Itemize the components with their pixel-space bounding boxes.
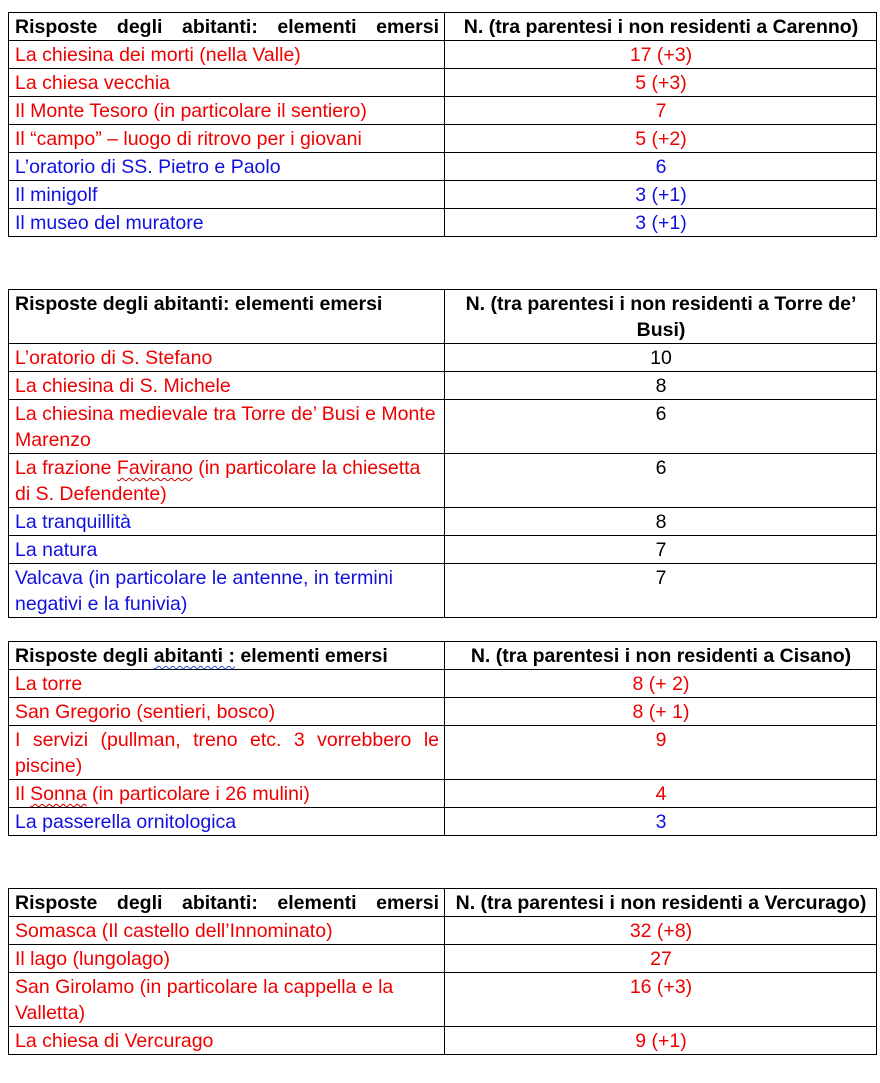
- header-left: Risposte degli abitanti: elementi emersi: [9, 889, 445, 917]
- row-label: I servizi (pullman, treno etc. 3 vorrebbero le piscine): [9, 726, 445, 780]
- row-value: 5 (+2): [445, 125, 877, 153]
- row-label: La natura: [9, 536, 445, 564]
- header-right: N. (tra parentesi i non residenti a Cisano): [445, 642, 877, 670]
- table-row: [9, 344, 877, 372]
- row-label: San Girolamo (in particolare la cappella e la Valletta): [9, 973, 445, 1027]
- row-label: San Gregorio (sentieri, bosco): [9, 698, 445, 726]
- table-row: [9, 973, 877, 1027]
- table-row: [9, 97, 877, 125]
- row-value: 27: [445, 945, 877, 973]
- row-value: 7: [445, 97, 877, 125]
- row-label: L’oratorio di S. Stefano: [9, 344, 445, 372]
- row-value: 6: [445, 400, 877, 454]
- table-row: [9, 125, 877, 153]
- row-value: 4: [445, 780, 877, 808]
- table-row: [9, 153, 877, 181]
- table-row: [9, 209, 877, 237]
- row-label: Il museo del muratore: [9, 209, 445, 237]
- header-left: Risposte degli abitanti : elementi emersi: [9, 642, 445, 670]
- table-row: [9, 400, 877, 454]
- row-value: 6: [445, 454, 877, 508]
- header-left: Risposte degli abitanti: elementi emersi: [9, 13, 445, 41]
- table-row: [9, 1027, 877, 1055]
- table-torre-de-busi: [8, 289, 877, 618]
- table-carenno: [8, 12, 877, 237]
- row-label: Il “campo” – luogo di ritrovo per i giovani: [9, 125, 445, 153]
- table-row: [9, 780, 877, 808]
- row-value: 8: [445, 372, 877, 400]
- row-label: La chiesina medievale tra Torre de’ Busi e Monte Marenzo: [9, 400, 445, 454]
- row-value: 6: [445, 153, 877, 181]
- row-label: La chiesina dei morti (nella Valle): [9, 41, 445, 69]
- table-header-row: [9, 642, 877, 670]
- grammar-marked-word: abitanti :: [153, 645, 235, 667]
- row-value: 3: [445, 808, 877, 836]
- table-header-row: [9, 13, 877, 41]
- row-value: 7: [445, 564, 877, 618]
- row-label: La torre: [9, 670, 445, 698]
- row-value: 9 (+1): [445, 1027, 877, 1055]
- row-label: Il lago (lungolago): [9, 945, 445, 973]
- row-value: 8: [445, 508, 877, 536]
- row-value: 8 (+ 2): [445, 670, 877, 698]
- header-right: N. (tra parentesi i non residenti a Vercurago): [445, 889, 877, 917]
- table-row: [9, 917, 877, 945]
- table-row: [9, 808, 877, 836]
- row-value: 17 (+3): [445, 41, 877, 69]
- row-value: 5 (+3): [445, 69, 877, 97]
- table-row: [9, 508, 877, 536]
- table-row: [9, 69, 877, 97]
- table-row: [9, 670, 877, 698]
- row-label: Valcava (in particolare le antenne, in termini negativi e la funivia): [9, 564, 445, 618]
- row-value: 7: [445, 536, 877, 564]
- spellcheck-marked-word: Favirano: [116, 457, 193, 479]
- table-row: [9, 564, 877, 618]
- row-value: 32 (+8): [445, 917, 877, 945]
- table-row: [9, 181, 877, 209]
- row-value: 16 (+3): [445, 973, 877, 1027]
- table-header-row: [9, 290, 877, 344]
- row-label: La chiesina di S. Michele: [9, 372, 445, 400]
- table-vercurago: [8, 888, 877, 1055]
- table-row: [9, 726, 877, 780]
- row-label: Il Sonna (in particolare i 26 mulini): [9, 780, 445, 808]
- row-label: La passerella ornitologica: [9, 808, 445, 836]
- table-row: [9, 454, 877, 508]
- table-cisano: [8, 641, 877, 836]
- table-row: [9, 698, 877, 726]
- row-value: 3 (+1): [445, 209, 877, 237]
- table-row: [9, 41, 877, 69]
- row-value: 9: [445, 726, 877, 780]
- header-right: N. (tra parentesi i non residenti a Torre de’ Busi): [445, 290, 877, 344]
- row-label: La tranquillità: [9, 508, 445, 536]
- table-row: [9, 945, 877, 973]
- row-label: La chiesa di Vercurago: [9, 1027, 445, 1055]
- row-value: 8 (+ 1): [445, 698, 877, 726]
- table-header-row: [9, 889, 877, 917]
- row-label: La frazione Favirano (in particolare la chiesetta di S. Defendente): [9, 454, 445, 508]
- row-label: Somasca (Il castello dell’Innominato): [9, 917, 445, 945]
- row-label: Il Monte Tesoro (in particolare il sentiero): [9, 97, 445, 125]
- row-label: La chiesa vecchia: [9, 69, 445, 97]
- header-right: N. (tra parentesi i non residenti a Carenno): [445, 13, 877, 41]
- table-row: [9, 536, 877, 564]
- row-value: 10: [445, 344, 877, 372]
- row-label: L’oratorio di SS. Pietro e Paolo: [9, 153, 445, 181]
- header-left: Risposte degli abitanti: elementi emersi: [9, 290, 445, 344]
- spellcheck-marked-word: Sonna: [30, 783, 87, 805]
- row-value: 3 (+1): [445, 181, 877, 209]
- row-label: Il minigolf: [9, 181, 445, 209]
- table-row: [9, 372, 877, 400]
